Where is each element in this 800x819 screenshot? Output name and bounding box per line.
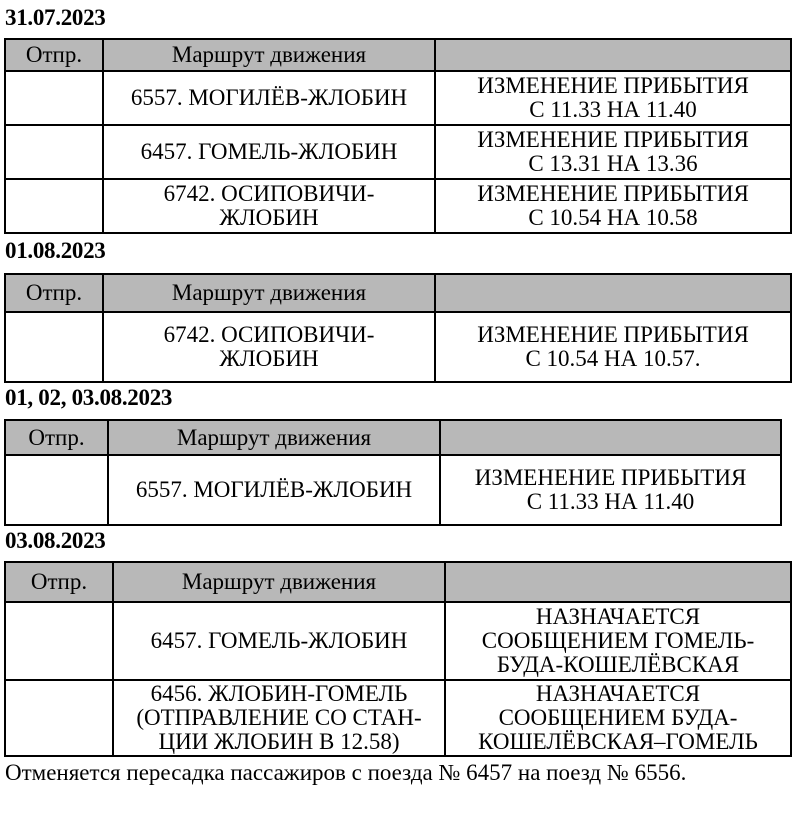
table-header-row [5, 39, 791, 71]
header-route: Маршрут движения [103, 39, 435, 71]
header-info [440, 420, 781, 455]
header-route: Маршрут движения [108, 420, 440, 455]
departure-cell [5, 125, 103, 179]
route-cell: 6457. ГОМЕЛЬ-ЖЛОБИН [113, 602, 445, 680]
route-cell: 6557. МОГИЛЁВ-ЖЛОБИН [103, 71, 435, 125]
info-cell: ИЗМЕНЕНИЕ ПРИБЫТИЯ С 10.54 НА 10.58 [435, 179, 791, 233]
departure-cell [5, 179, 103, 233]
section-date: 01, 02, 03.08.2023 [5, 385, 173, 410]
header-departure: Отпр. [5, 562, 113, 602]
table-row [5, 125, 791, 179]
route-cell: 6557. МОГИЛЁВ-ЖЛОБИН [108, 455, 440, 525]
header-route: Маршрут движения [103, 274, 435, 312]
route-cell: 6457. ГОМЕЛЬ-ЖЛОБИН [103, 125, 435, 179]
schedule-table [4, 38, 792, 234]
info-cell: ИЗМЕНЕНИЕ ПРИБЫТИЯ С 11.33 НА 11.40 [435, 71, 791, 125]
departure-cell [5, 455, 108, 525]
route-cell: 6742. ОСИПОВИЧИ- ЖЛОБИН [103, 179, 435, 233]
table-row [5, 71, 791, 125]
schedule-table [4, 419, 782, 526]
header-info [445, 562, 791, 602]
table-row [5, 680, 791, 756]
schedule-table [4, 561, 792, 757]
section-date: 31.07.2023 [5, 5, 106, 30]
table-row [5, 455, 781, 525]
section-date: 03.08.2023 [5, 528, 106, 553]
table-header-row [5, 420, 781, 455]
header-departure: Отпр. [5, 420, 108, 455]
table-row [5, 179, 791, 233]
departure-cell [5, 71, 103, 125]
table-row [5, 602, 791, 680]
table-header-row [5, 562, 791, 602]
info-cell: ИЗМЕНЕНИЕ ПРИБЫТИЯ С 11.33 НА 11.40 [440, 455, 781, 525]
header-info [435, 39, 791, 71]
route-cell: 6456. ЖЛОБИН-ГОМЕЛЬ (ОТПРАВЛЕНИЕ СО СТАН- ЦИИ ЖЛОБИН В 12.58) [113, 680, 445, 756]
table-header-row [5, 274, 791, 312]
header-departure: Отпр. [5, 274, 103, 312]
header-departure: Отпр. [5, 39, 103, 71]
departure-cell [5, 680, 113, 756]
footer-note: Отменяется пересадка пассажиров с поезда № 6457 на поезд № 6556. [5, 760, 687, 785]
departure-cell [5, 602, 113, 680]
info-cell: ИЗМЕНЕНИЕ ПРИБЫТИЯ С 13.31 НА 13.36 [435, 125, 791, 179]
departure-cell [5, 312, 103, 382]
info-cell: ИЗМЕНЕНИЕ ПРИБЫТИЯ С 10.54 НА 10.57. [435, 312, 791, 382]
info-cell: НАЗНАЧАЕТСЯ СООБЩЕНИЕМ БУДА- КОШЕЛЁВСКАЯ–ГОМЕЛЬ [445, 680, 791, 756]
header-route: Маршрут движения [113, 562, 445, 602]
section-date: 01.08.2023 [5, 238, 106, 263]
route-cell: 6742. ОСИПОВИЧИ- ЖЛОБИН [103, 312, 435, 382]
table-row [5, 312, 791, 382]
header-info [435, 274, 791, 312]
info-cell: НАЗНАЧАЕТСЯ СООБЩЕНИЕМ ГОМЕЛЬ- БУДА-КОШЕЛЁВСКАЯ [445, 602, 791, 680]
schedule-table [4, 273, 792, 383]
